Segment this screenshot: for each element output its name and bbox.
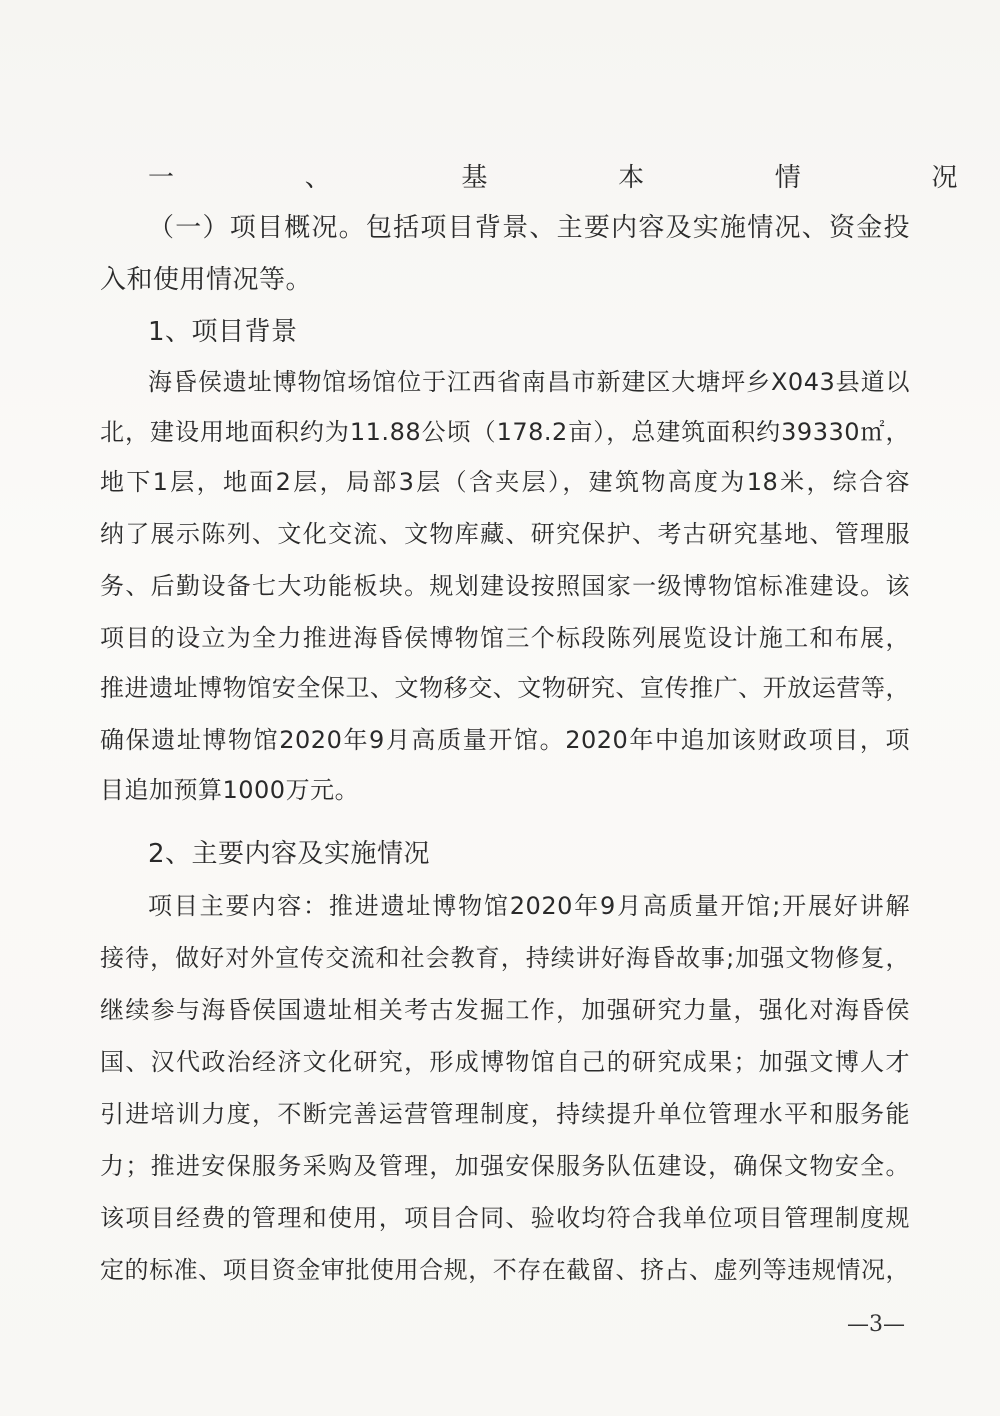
background-title: 1、项目背景	[148, 317, 298, 347]
content-line: 项目主要内容：推进遗址博物馆2020年9月高质量开馆;开展好讲解	[148, 892, 910, 920]
content-line: 引进培训力度，不断完善运营管理制度，持续提升单位管理水平和服务能	[100, 1100, 910, 1128]
background-line: 推进遗址博物馆安全保卫、文物移交、文物研究、宣传推广、开放运营等，	[100, 674, 910, 702]
page-number: —3—	[847, 1312, 905, 1337]
background-line: 确保遗址博物馆2020年9月高质量开馆。2020年中追加该财政项目，项	[100, 726, 910, 754]
content-title: 2、主要内容及实施情况	[148, 839, 431, 869]
content-line: 接待，做好对外宣传交流和社会教育，持续讲好海昏故事;加强文物修复，	[100, 944, 910, 972]
background-line: 海昏侯遗址博物馆场馆位于江西省南昌市新建区大塘坪乡X043县道以	[148, 368, 910, 396]
content-line: 继续参与海昏侯国遗址相关考古发掘工作，加强研究力量，强化对海昏侯	[100, 996, 910, 1024]
background-line: 地下1层，地面2层，局部3层（含夹层），建筑物高度为18米，综合容	[100, 468, 910, 496]
content-line: 力；推进安保服务采购及管理，加强安保服务队伍建设，确保文物安全。	[100, 1152, 910, 1180]
background-line: 项目的设立为全力推进海昏侯博物馆三个标段陈列展览设计施工和布展，	[100, 624, 910, 652]
background-line: 北，建设用地面积约为11.88公顷（178.2亩），总建筑面积约39330㎡，	[100, 418, 910, 446]
background-line: 目追加预算1000万元。	[100, 776, 360, 804]
content-line: 该项目经费的管理和使用，项目合同、验收均符合我单位项目管理制度规	[100, 1204, 910, 1232]
background-line: 纳了展示陈列、文化交流、文物库藏、研究保护、考古研究基地、管理服	[100, 520, 910, 548]
sub-heading-project-overview: （一）项目概况。包括项目背景、主要内容及实施情况、资金投	[148, 213, 910, 243]
content-line: 国、汉代政治经济文化研究，形成博物馆自己的研究成果；加强文博人才	[100, 1048, 910, 1076]
sub-heading-project-overview-cont: 入和使用情况等。	[100, 265, 313, 295]
content-line: 定的标准、项目资金审批使用合规，不存在截留、挤占、虚列等违规情况，	[100, 1256, 910, 1284]
section-heading: 一、基本情况	[148, 163, 958, 193]
background-line: 务、后勤设备七大功能板块。规划建设按照国家一级博物馆标准建设。该	[100, 572, 910, 600]
